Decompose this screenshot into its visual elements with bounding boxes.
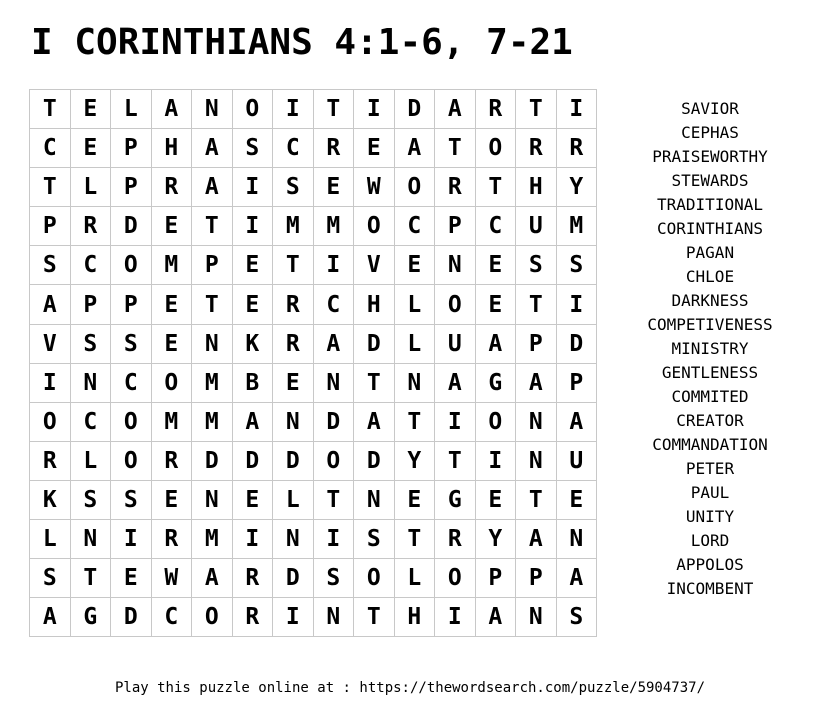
grid-cell[interactable]: D: [313, 402, 354, 441]
grid-cell[interactable]: P: [70, 285, 111, 324]
word-list: [640, 97, 780, 601]
grid-cell[interactable]: E: [111, 559, 152, 598]
grid-cell[interactable]: E: [556, 480, 597, 519]
grid-cell[interactable]: U: [556, 441, 597, 480]
grid-cell[interactable]: A: [435, 363, 476, 402]
grid-cell[interactable]: E: [151, 324, 192, 363]
grid-row: [30, 246, 597, 285]
grid-cell[interactable]: T: [30, 90, 71, 129]
grid-cell[interactable]: D: [394, 90, 435, 129]
grid-cell[interactable]: A: [192, 129, 233, 168]
grid-cell[interactable]: K: [232, 324, 273, 363]
grid-cell[interactable]: I: [435, 598, 476, 637]
grid-cell[interactable]: I: [232, 207, 273, 246]
grid-cell[interactable]: M: [151, 402, 192, 441]
grid-cell[interactable]: C: [70, 246, 111, 285]
grid-cell[interactable]: C: [313, 285, 354, 324]
grid-cell[interactable]: T: [313, 90, 354, 129]
grid-cell[interactable]: L: [394, 285, 435, 324]
grid-cell[interactable]: R: [151, 520, 192, 559]
grid-cell[interactable]: L: [394, 324, 435, 363]
grid-cell[interactable]: N: [394, 363, 435, 402]
grid-cell[interactable]: C: [111, 363, 152, 402]
word-list-item: PAGAN: [685, 243, 735, 262]
grid-cell[interactable]: I: [435, 402, 476, 441]
grid-cell[interactable]: E: [475, 285, 516, 324]
grid-cell[interactable]: A: [313, 324, 354, 363]
grid-cell[interactable]: V: [354, 246, 395, 285]
grid-cell[interactable]: T: [70, 559, 111, 598]
grid-cell[interactable]: M: [192, 520, 233, 559]
letter-grid[interactable]: [29, 89, 597, 637]
grid-row: [30, 129, 597, 168]
word-list-item: UNITY: [685, 507, 735, 526]
grid-cell[interactable]: V: [30, 324, 71, 363]
grid-row: [30, 168, 597, 207]
grid-cell[interactable]: D: [232, 441, 273, 480]
grid-cell[interactable]: O: [354, 559, 395, 598]
grid-cell[interactable]: M: [192, 363, 233, 402]
grid-cell[interactable]: T: [516, 480, 557, 519]
grid-cell[interactable]: E: [354, 129, 395, 168]
grid-cell[interactable]: R: [232, 559, 273, 598]
grid-cell[interactable]: S: [556, 598, 597, 637]
grid-cell[interactable]: I: [232, 520, 273, 559]
grid-cell[interactable]: R: [70, 207, 111, 246]
grid-cell[interactable]: N: [516, 598, 557, 637]
grid-cell[interactable]: O: [151, 363, 192, 402]
grid-cell[interactable]: I: [232, 168, 273, 207]
grid-cell[interactable]: A: [394, 129, 435, 168]
grid-cell[interactable]: C: [475, 207, 516, 246]
word-list-item: PRAISEWORTHY: [652, 147, 768, 166]
grid-cell[interactable]: N: [273, 402, 314, 441]
grid-cell[interactable]: S: [70, 324, 111, 363]
grid-cell[interactable]: S: [30, 246, 71, 285]
grid-cell[interactable]: R: [232, 598, 273, 637]
word-list-item: APPOLOS: [676, 555, 744, 574]
grid-cell[interactable]: S: [516, 246, 557, 285]
grid-cell[interactable]: L: [394, 559, 435, 598]
grid-row: [30, 520, 597, 559]
grid-cell[interactable]: T: [273, 246, 314, 285]
grid-cell[interactable]: R: [273, 285, 314, 324]
grid-cell[interactable]: A: [192, 168, 233, 207]
grid-cell[interactable]: A: [556, 402, 597, 441]
grid-cell[interactable]: E: [151, 207, 192, 246]
grid-cell[interactable]: R: [151, 441, 192, 480]
grid-row: [30, 441, 597, 480]
grid-cell[interactable]: O: [475, 129, 516, 168]
grid-cell[interactable]: D: [556, 324, 597, 363]
word-list-item: CHLOE: [685, 267, 735, 286]
grid-cell[interactable]: T: [313, 480, 354, 519]
grid-row: [30, 598, 597, 637]
grid-cell[interactable]: R: [313, 129, 354, 168]
grid-cell[interactable]: G: [475, 363, 516, 402]
grid-cell[interactable]: I: [313, 520, 354, 559]
grid-cell[interactable]: I: [354, 90, 395, 129]
word-list-item: STEWARDS: [671, 171, 749, 190]
grid-cell[interactable]: E: [394, 246, 435, 285]
grid-cell[interactable]: B: [232, 363, 273, 402]
grid-cell[interactable]: E: [70, 129, 111, 168]
grid-cell[interactable]: R: [556, 129, 597, 168]
footer-link-text: Play this puzzle online at : https://thewordsearch.com/puzzle/5904737/: [114, 680, 705, 696]
grid-cell[interactable]: R: [516, 129, 557, 168]
grid-cell[interactable]: M: [313, 207, 354, 246]
grid-cell[interactable]: A: [475, 598, 516, 637]
grid-row: [30, 285, 597, 324]
word-list-item: COMMITED: [671, 387, 749, 406]
grid-cell[interactable]: E: [232, 480, 273, 519]
grid-cell[interactable]: T: [394, 402, 435, 441]
grid-cell[interactable]: I: [273, 90, 314, 129]
grid-cell[interactable]: D: [354, 441, 395, 480]
grid-cell[interactable]: N: [70, 520, 111, 559]
grid-cell[interactable]: I: [111, 520, 152, 559]
grid-cell[interactable]: O: [30, 402, 71, 441]
grid-cell[interactable]: A: [151, 90, 192, 129]
grid-cell[interactable]: T: [192, 207, 233, 246]
grid-cell[interactable]: C: [151, 598, 192, 637]
grid-cell[interactable]: D: [273, 559, 314, 598]
grid-cell[interactable]: A: [516, 520, 557, 559]
grid-cell[interactable]: O: [394, 168, 435, 207]
grid-cell[interactable]: D: [111, 207, 152, 246]
grid-cell[interactable]: A: [30, 285, 71, 324]
grid-cell[interactable]: U: [516, 207, 557, 246]
grid-cell[interactable]: L: [70, 441, 111, 480]
grid-row: [30, 402, 597, 441]
grid-cell[interactable]: I: [556, 90, 597, 129]
word-list-item: PETER: [685, 459, 735, 478]
grid-cell[interactable]: P: [30, 207, 71, 246]
grid-cell[interactable]: P: [192, 246, 233, 285]
grid-cell[interactable]: P: [475, 559, 516, 598]
grid-cell[interactable]: D: [192, 441, 233, 480]
grid-cell[interactable]: M: [192, 402, 233, 441]
grid-cell[interactable]: A: [30, 598, 71, 637]
grid-cell[interactable]: S: [273, 168, 314, 207]
grid-cell[interactable]: I: [313, 246, 354, 285]
grid-cell[interactable]: T: [30, 168, 71, 207]
grid-cell[interactable]: L: [273, 480, 314, 519]
grid-cell[interactable]: S: [70, 480, 111, 519]
grid-cell[interactable]: N: [192, 90, 233, 129]
grid-cell[interactable]: A: [232, 402, 273, 441]
grid-cell[interactable]: L: [70, 168, 111, 207]
grid-cell[interactable]: G: [70, 598, 111, 637]
word-list-item: COMPETIVENESS: [647, 315, 773, 334]
grid-cell[interactable]: E: [475, 480, 516, 519]
grid-cell[interactable]: R: [435, 520, 476, 559]
grid-cell[interactable]: H: [394, 598, 435, 637]
word-list-item: INCOMBENT: [666, 579, 754, 598]
grid-cell[interactable]: D: [354, 324, 395, 363]
grid-cell[interactable]: N: [192, 480, 233, 519]
grid-cell[interactable]: S: [30, 559, 71, 598]
grid-cell[interactable]: P: [556, 363, 597, 402]
word-list-item: CORINTHIANS: [657, 219, 763, 238]
grid-cell[interactable]: R: [30, 441, 71, 480]
grid-cell[interactable]: L: [111, 90, 152, 129]
grid-cell[interactable]: P: [516, 559, 557, 598]
grid-cell[interactable]: C: [273, 129, 314, 168]
grid-cell[interactable]: I: [556, 285, 597, 324]
grid-cell[interactable]: P: [111, 129, 152, 168]
grid-cell[interactable]: E: [232, 285, 273, 324]
grid-cell[interactable]: A: [354, 402, 395, 441]
grid-cell[interactable]: D: [111, 598, 152, 637]
grid-cell[interactable]: P: [516, 324, 557, 363]
grid-cell[interactable]: C: [30, 129, 71, 168]
grid-cell[interactable]: S: [556, 246, 597, 285]
grid-cell[interactable]: N: [556, 520, 597, 559]
grid-cell[interactable]: A: [556, 559, 597, 598]
grid-cell[interactable]: E: [151, 480, 192, 519]
word-list-item: SAVIOR: [681, 99, 739, 118]
grid-cell[interactable]: M: [556, 207, 597, 246]
grid-cell[interactable]: O: [435, 559, 476, 598]
grid-cell[interactable]: M: [273, 207, 314, 246]
grid-cell[interactable]: R: [151, 168, 192, 207]
word-list-item: MINISTRY: [671, 339, 749, 358]
grid-cell[interactable]: R: [475, 90, 516, 129]
grid-cell[interactable]: Y: [475, 520, 516, 559]
grid-cell[interactable]: N: [192, 324, 233, 363]
grid-cell[interactable]: C: [394, 207, 435, 246]
grid-cell[interactable]: S: [354, 520, 395, 559]
grid-cell[interactable]: T: [354, 363, 395, 402]
grid-cell[interactable]: N: [313, 363, 354, 402]
grid-cell[interactable]: N: [516, 402, 557, 441]
grid-cell[interactable]: R: [273, 324, 314, 363]
grid-cell[interactable]: E: [151, 285, 192, 324]
grid-cell[interactable]: T: [516, 90, 557, 129]
word-list-item: COMMANDATION: [652, 435, 768, 454]
grid-row: [30, 363, 597, 402]
grid-row: [30, 559, 597, 598]
grid-cell[interactable]: O: [111, 402, 152, 441]
word-list-item: TRADITIONAL: [657, 195, 763, 214]
grid-cell[interactable]: I: [475, 441, 516, 480]
grid-cell[interactable]: O: [435, 285, 476, 324]
puzzle-title: I CORINTHIANS 4:1-6, 7-21: [31, 22, 573, 63]
grid-cell[interactable]: O: [354, 207, 395, 246]
grid-cell[interactable]: O: [313, 441, 354, 480]
grid-cell[interactable]: A: [435, 90, 476, 129]
grid-cell[interactable]: E: [232, 246, 273, 285]
grid-cell[interactable]: N: [313, 598, 354, 637]
grid-cell[interactable]: A: [192, 559, 233, 598]
grid-cell[interactable]: K: [30, 480, 71, 519]
grid-cell[interactable]: E: [475, 246, 516, 285]
grid-cell[interactable]: N: [354, 480, 395, 519]
grid-cell[interactable]: T: [435, 129, 476, 168]
grid-cell[interactable]: S: [111, 324, 152, 363]
grid-cell[interactable]: T: [435, 441, 476, 480]
grid-cell[interactable]: G: [435, 480, 476, 519]
grid-cell[interactable]: P: [111, 168, 152, 207]
grid-row: [30, 324, 597, 363]
grid-row: [30, 207, 597, 246]
grid-cell[interactable]: L: [30, 520, 71, 559]
grid-cell[interactable]: W: [354, 168, 395, 207]
grid-cell[interactable]: N: [435, 246, 476, 285]
grid-cell[interactable]: T: [394, 520, 435, 559]
grid-cell[interactable]: Y: [556, 168, 597, 207]
grid-cell[interactable]: S: [313, 559, 354, 598]
grid-row: [30, 90, 597, 129]
grid-cell[interactable]: I: [273, 598, 314, 637]
grid-cell[interactable]: N: [516, 441, 557, 480]
word-list-item: CEPHAS: [681, 123, 739, 142]
grid-cell[interactable]: O: [192, 598, 233, 637]
grid-cell[interactable]: P: [111, 285, 152, 324]
grid-row: [30, 480, 597, 519]
word-list-item: CREATOR: [676, 411, 744, 430]
grid-cell[interactable]: C: [70, 402, 111, 441]
grid-cell[interactable]: I: [30, 363, 71, 402]
grid-cell[interactable]: T: [516, 285, 557, 324]
grid-cell[interactable]: T: [475, 168, 516, 207]
word-list-item: PAUL: [690, 483, 730, 502]
grid-cell[interactable]: E: [273, 363, 314, 402]
grid-cell[interactable]: O: [111, 441, 152, 480]
grid-cell[interactable]: W: [151, 559, 192, 598]
grid-cell[interactable]: N: [70, 363, 111, 402]
grid-cell[interactable]: A: [475, 324, 516, 363]
grid-cell[interactable]: O: [111, 246, 152, 285]
grid-cell[interactable]: Y: [394, 441, 435, 480]
word-list-item: GENTLENESS: [661, 363, 759, 382]
grid-cell[interactable]: M: [151, 246, 192, 285]
grid-cell[interactable]: T: [354, 598, 395, 637]
grid-cell[interactable]: E: [313, 168, 354, 207]
grid-cell[interactable]: H: [354, 285, 395, 324]
grid-cell[interactable]: S: [232, 129, 273, 168]
grid-cell[interactable]: T: [192, 285, 233, 324]
grid-cell[interactable]: R: [435, 168, 476, 207]
grid-cell[interactable]: O: [232, 90, 273, 129]
grid-cell[interactable]: D: [273, 441, 314, 480]
grid-cell[interactable]: E: [70, 90, 111, 129]
grid-cell[interactable]: U: [435, 324, 476, 363]
grid-cell[interactable]: H: [151, 129, 192, 168]
word-list-item: LORD: [690, 531, 730, 550]
grid-cell[interactable]: A: [516, 363, 557, 402]
grid-cell[interactable]: N: [273, 520, 314, 559]
grid-cell[interactable]: S: [111, 480, 152, 519]
grid-cell[interactable]: P: [435, 207, 476, 246]
grid-cell[interactable]: O: [475, 402, 516, 441]
grid-cell[interactable]: E: [394, 480, 435, 519]
grid-cell[interactable]: H: [516, 168, 557, 207]
word-list-item: DARKNESS: [671, 291, 749, 310]
